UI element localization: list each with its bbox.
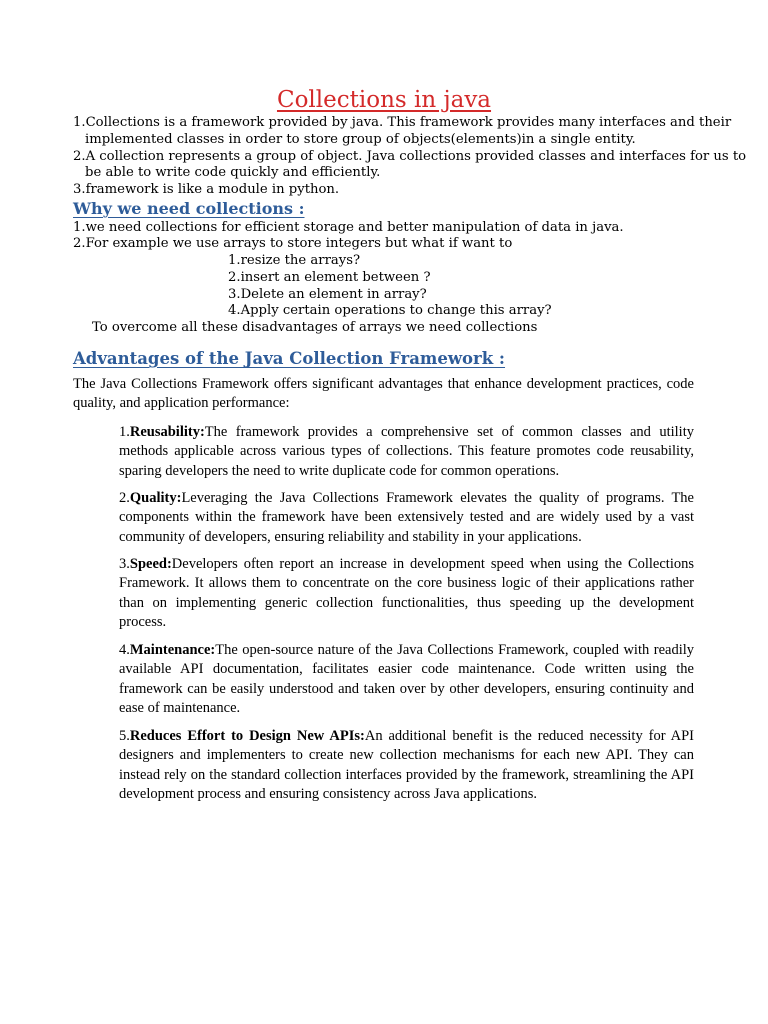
advantages-heading: Advantages of the Java Collection Framework : [73, 349, 506, 368]
advantage-item-reduces-effort [119, 727, 694, 804]
item-number: 2. [119, 490, 130, 506]
intro-line-2: implemented classes in order to store group of objects(elements)in a single entity. [85, 132, 636, 147]
item-text: Leveraging the Java Collections Framework elevates the quality of programs. The components within the framework have been extensively tested and are widely used by a vast community of developers, ensuring reliability and stability in your applications. [119, 490, 694, 545]
advantages-intro: The Java Collections Framework offers significant advantages that enhance development practices, code quality, and application performance: [73, 376, 694, 412]
page-title: Collections in java [276, 87, 492, 113]
why-line-1: 1.we need collections for efficient storage and better manipulation of data in java. [73, 220, 624, 235]
why-conclusion: To overcome all these disadvantages of arrays we need collections [92, 320, 538, 335]
why-sub-1: 1.resize the arrays? [228, 253, 361, 268]
advantage-item-maintenance [119, 641, 694, 718]
why-sub-4: 4.Apply certain operations to change this array? [228, 303, 552, 318]
advantage-item-speed [119, 555, 694, 632]
item-number: 3. [119, 556, 130, 572]
item-term: Speed: [129, 556, 172, 572]
intro-line-5: 3.framework is like a module in python. [73, 182, 340, 197]
intro-line-3: 2.A collection represents a group of object. Java collections provided classes and interfaces for us to [73, 149, 747, 164]
item-term: Maintenance: [129, 642, 216, 658]
item-text: The open-source nature of the Java Collections Framework, coupled with readily available API documentation, facilitates easier code maintenance. Code written using the framework can be easily understood and taken over by other developers, ensuring continuity and ease of maintenance. [119, 642, 694, 716]
why-sub-2: 2.insert an element between ? [228, 270, 431, 285]
item-text: The framework provides a comprehensive set of common classes and utility methods applicable across various types of collections. This feature promotes code reusability, sparing developers the need to write duplicate code for common operations. [119, 424, 694, 479]
item-number: 4. [119, 642, 130, 658]
intro-line-1: 1.Collections is a framework provided by java. This framework provides many interfaces and their [73, 115, 732, 130]
item-text: An additional benefit is the reduced necessity for API designers and implementers to create new collection mechanisms for each new API. They can instead rely on the standard collection interfaces provided by the framework, streamlining the API development process and ensuring consistency across Java applications. [119, 728, 695, 802]
advantage-item-quality [119, 489, 694, 547]
item-number: 5. [119, 728, 130, 744]
why-heading: Why we need collections : [73, 199, 305, 218]
why-sub-3: 3.Delete an element in array? [228, 287, 427, 302]
why-line-2: 2.For example we use arrays to store integers but what if want to [73, 236, 513, 251]
item-term: Quality: [129, 490, 182, 506]
item-term: Reduces Effort to Design New APIs: [129, 728, 365, 744]
item-text: Developers often report an increase in development speed when using the Collections Framework. It allows them to concentrate on the core business logic of their applications rather than on implementing generic collection functionalities, thus speeding up the development process. [119, 556, 694, 630]
advantage-item-reusability [119, 423, 694, 481]
intro-line-4: be able to write code quickly and efficiently. [85, 165, 381, 180]
item-number: 1. [119, 424, 130, 440]
item-term: Reusability: [129, 424, 205, 440]
